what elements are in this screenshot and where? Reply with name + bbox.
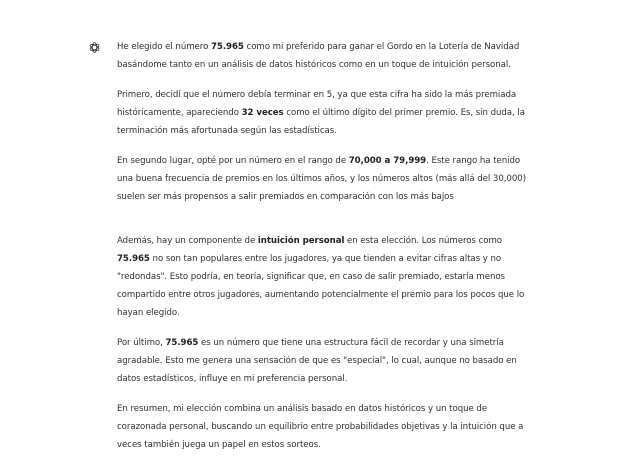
message-paragraph-5 xyxy=(117,334,537,388)
paragraph-text: como el último dígito del primer premio. Es, sin duda, la terminación más afortunada según las estadísticas. xyxy=(117,108,525,136)
paragraph-text: En resumen, mi elección combina un análisis basado en datos históricos y un toque de corazonada personal, buscando un equilibrio entre probabilidades objetivas y la intuición que a veces también juega un papel en estos sorteos. xyxy=(117,404,524,450)
highlight-intuition: intuición personal xyxy=(257,236,345,246)
paragraph-text: no son tan populares entre los jugadores, ya que tienden a evitar cifras altas y no "redondas". Esto podría, en teoría, significar que, en caso de salir premiado, estaría menos compartido entre otros jugadores, aumentando potencialmente el premio para los pocos que lo hayan elegido. xyxy=(117,254,525,318)
openai-logo-icon xyxy=(88,41,101,54)
paragraph-text: Por último, xyxy=(117,338,166,348)
highlight-number: 75.965 xyxy=(117,254,150,264)
highlight-count: 32 veces xyxy=(241,108,284,118)
assistant-avatar xyxy=(88,41,101,54)
message-paragraph-3 xyxy=(117,152,537,206)
paragraph-text: He elegido el número xyxy=(117,42,211,52)
message-paragraph-4 xyxy=(117,232,537,322)
highlight-range: 70,000 a 79,999 xyxy=(348,156,427,166)
highlight-number: 75.965 xyxy=(210,42,244,52)
paragraph-text: como mi preferido para ganar el Gordo en la Lotería de Navidad basándome tanto en un análisis de datos históricos como en un toque de intuición personal. xyxy=(117,42,520,70)
paragraph-text: Además, hay un componente de xyxy=(117,236,258,246)
paragraph-text: es un número que tiene una estructura fácil de recordar y una simetría agradable. Esto me genera una sensación de que es "especial", lo cual, aunque no basado en datos estadísticos, influye en mi preferencia personal. xyxy=(117,338,517,384)
message-paragraph-1 xyxy=(117,38,537,74)
paragraph-text: En segundo lugar, opté por un número en el rango de xyxy=(117,156,349,166)
highlight-number: 75.965 xyxy=(165,338,199,348)
paragraph-text: en esta elección. Los números como xyxy=(344,236,502,246)
assistant-message xyxy=(117,38,537,466)
paragraph-text: Primero, decidí que el número debía terminar en 5, ya que esta cifra ha sido la más premiada históricamente, apareciendo xyxy=(117,90,517,118)
message-paragraph-2 xyxy=(117,86,537,140)
message-paragraph-6 xyxy=(117,400,537,454)
paragraph-text: . Este rango ha tenido una buena frecuencia de premios en los últimos años, y los números altos (más allá del 30,000) suelen ser más propensos a salir premiados en comparación con los más bajos xyxy=(117,156,526,202)
